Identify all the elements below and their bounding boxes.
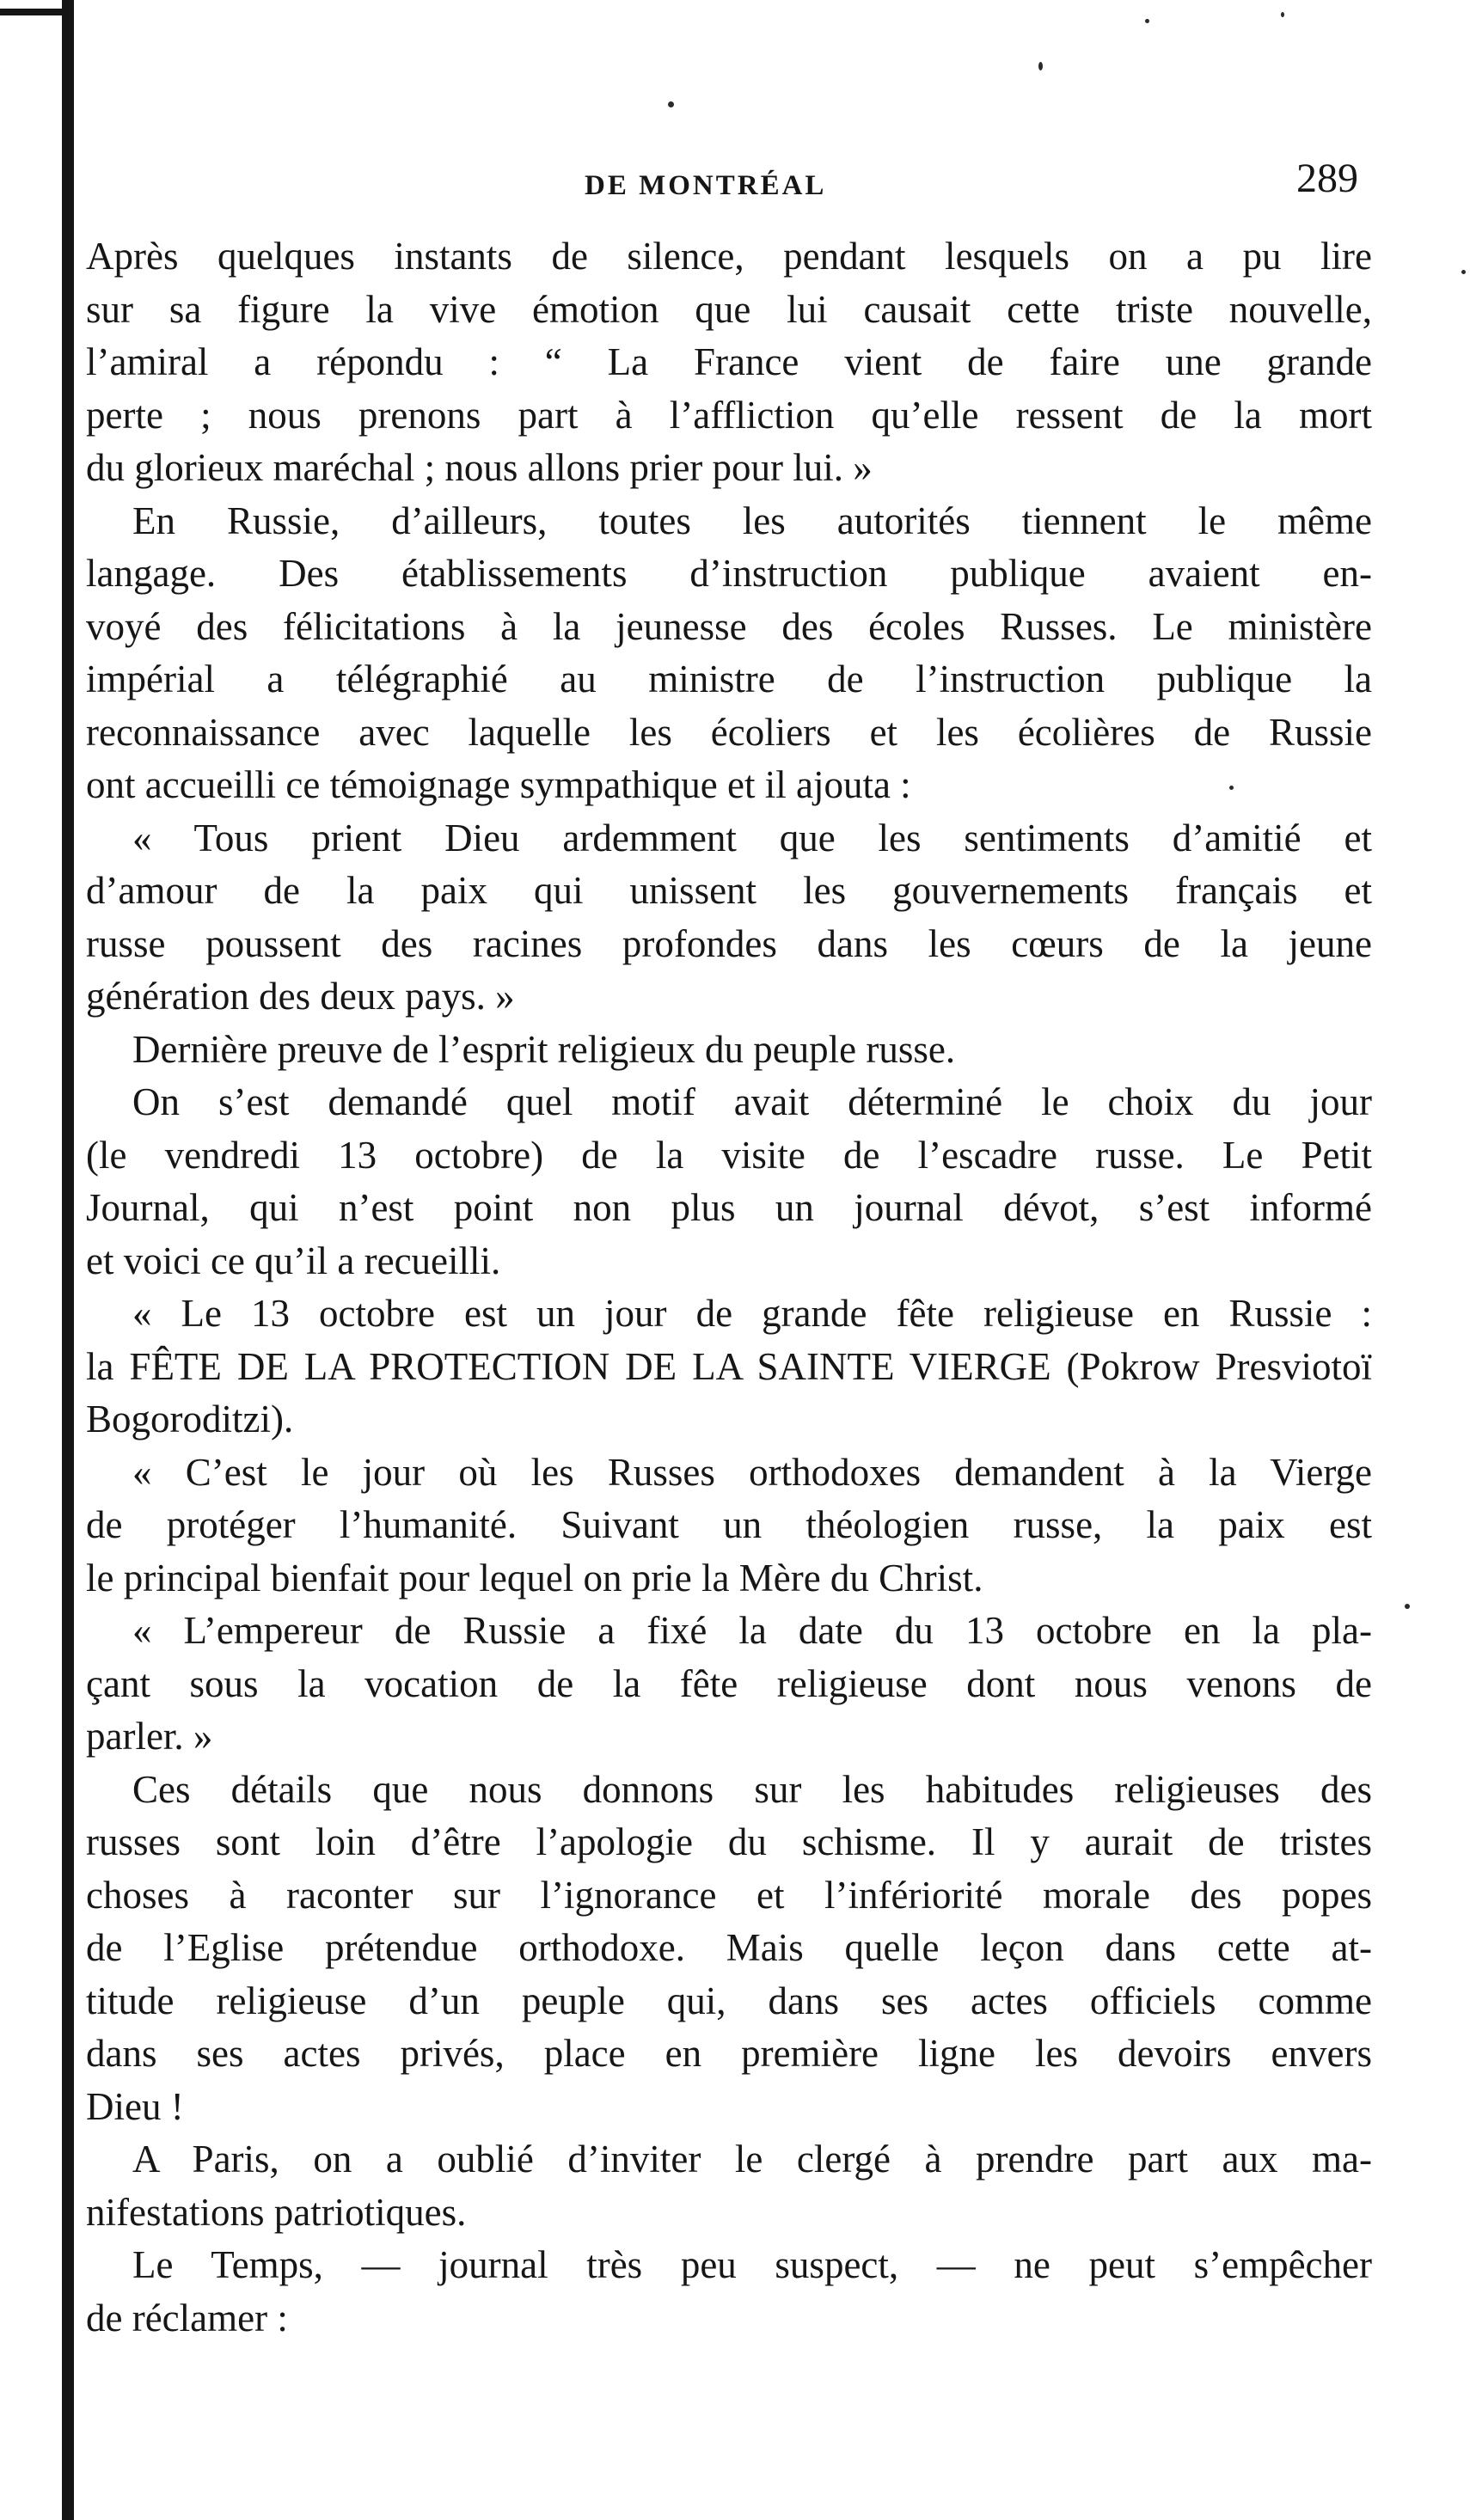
text-line: langage. Des établissements d’instruction publique avaient en- bbox=[86, 552, 1372, 595]
ink-speck bbox=[1281, 12, 1284, 17]
text-line: On s’est demandé quel motif avait déterminé le choix du jour bbox=[132, 1080, 1372, 1123]
running-head bbox=[86, 155, 1358, 206]
text-line: l’amiral a répondu : “ La France vient de faire une grande bbox=[86, 340, 1372, 383]
text-line: de protéger l’humanité. Suivant un théologien russe, la paix est bbox=[86, 1503, 1372, 1546]
text-line: titude religieuse d’un peuple qui, dans ses actes officiels comme bbox=[86, 1979, 1372, 2022]
text-line: Le Temps, — journal très peu suspect, — ne peut s’empêcher bbox=[132, 2243, 1372, 2286]
ink-speck bbox=[1145, 19, 1149, 23]
text-line: et voici ce qu’il a recueilli. bbox=[86, 1239, 501, 1282]
text-line: « Tous prient Dieu ardemment que les sentiments d’amitié et bbox=[132, 816, 1372, 859]
text-line: Ces détails que nous donnons sur les habitudes religieuses des bbox=[132, 1767, 1372, 1811]
text-line: (le vendredi 13 octobre) de la visite de l’escadre russe. Le Petit bbox=[86, 1133, 1372, 1177]
ink-speck bbox=[1461, 270, 1466, 274]
running-title: DE MONTRÉAL bbox=[585, 170, 827, 201]
text-line: çant sous la vocation de la fête religieuse dont nous venons de bbox=[86, 1661, 1372, 1705]
text-line: la FÊTE DE LA PROTECTION DE LA SAINTE VIERGE (Pokrow Presviotoï bbox=[86, 1344, 1372, 1388]
text-line: impérial a télégraphié au ministre de l’instruction publique la bbox=[86, 658, 1372, 700]
text-line: Dernière preuve de l’esprit religieux du peuple russe. bbox=[132, 1027, 956, 1071]
binding-edge-top bbox=[0, 9, 74, 15]
text-line: « C’est le jour où les Russes orthodoxes demandent à la Vierge bbox=[132, 1450, 1372, 1494]
text-line: dans ses actes privés, place en première ligne les devoirs envers bbox=[86, 2032, 1372, 2075]
text-line: « L’empereur de Russie a fixé la date du 13 octobre en la pla- bbox=[132, 1609, 1372, 1652]
page-number: 289 bbox=[1296, 156, 1358, 201]
text-line: Dieu ! bbox=[86, 2084, 184, 2128]
text-line: génération des deux pays. » bbox=[86, 975, 515, 1018]
text-line: le principal bienfait pour lequel on prie la Mère du Christ. bbox=[86, 1556, 983, 1599]
text-line: de réclamer : bbox=[86, 2296, 288, 2340]
text-line: de l’Eglise prétendue orthodoxe. Mais quelle leçon dans cette at- bbox=[86, 1926, 1372, 1969]
text-line: russe poussent des racines profondes dans les cœurs de la jeune bbox=[86, 921, 1372, 965]
text-line: du glorieux maréchal ; nous allons prier pour lui. » bbox=[86, 446, 873, 489]
text-line: « Le 13 octobre est un jour de grande fête religieuse en Russie : bbox=[132, 1292, 1372, 1335]
text-line: d’amour de la paix qui unissent les gouvernements français et bbox=[86, 869, 1372, 912]
text-line: A Paris, on a oublié d’inviter le clergé à prendre part aux ma- bbox=[132, 2138, 1372, 2181]
text-line: nifestations patriotiques. bbox=[86, 2190, 467, 2234]
text-line: parler. » bbox=[86, 1715, 213, 1758]
ink-speck bbox=[1405, 1604, 1410, 1609]
binding-edge-line bbox=[62, 0, 74, 2520]
text-line: En Russie, d’ailleurs, toutes les autorités tiennent le même bbox=[132, 498, 1372, 542]
text-line: reconnaissance avec laquelle les écoliers et les écolières de Russie bbox=[86, 710, 1372, 754]
ink-speck bbox=[668, 101, 674, 107]
text-line: choses à raconter sur l’ignorance et l’infériorité morale des popes bbox=[86, 1873, 1372, 1917]
text-line: Journal, qui n’est point non plus un journal dévot, s’est informé bbox=[86, 1186, 1372, 1229]
text-line: Bogoroditzi). bbox=[86, 1398, 294, 1440]
ink-speck bbox=[1038, 62, 1043, 70]
text-line: sur sa figure la vive émotion que lui causait cette triste nouvelle, bbox=[86, 287, 1372, 331]
text-line: ont accueilli ce témoignage sympathique et il ajouta : bbox=[86, 763, 911, 806]
body-text bbox=[86, 230, 1372, 2345]
text-line: perte ; nous prenons part à l’affliction qu’elle ressent de la mort bbox=[86, 393, 1372, 437]
text-line: russes sont loin d’être l’apologie du schisme. Il y aurait de tristes bbox=[86, 1820, 1372, 1863]
text-line: Après quelques instants de silence, pendant lesquels on a pu lire bbox=[86, 235, 1372, 278]
text-line: voyé des félicitations à la jeunesse des écoles Russes. Le ministère bbox=[86, 604, 1372, 648]
